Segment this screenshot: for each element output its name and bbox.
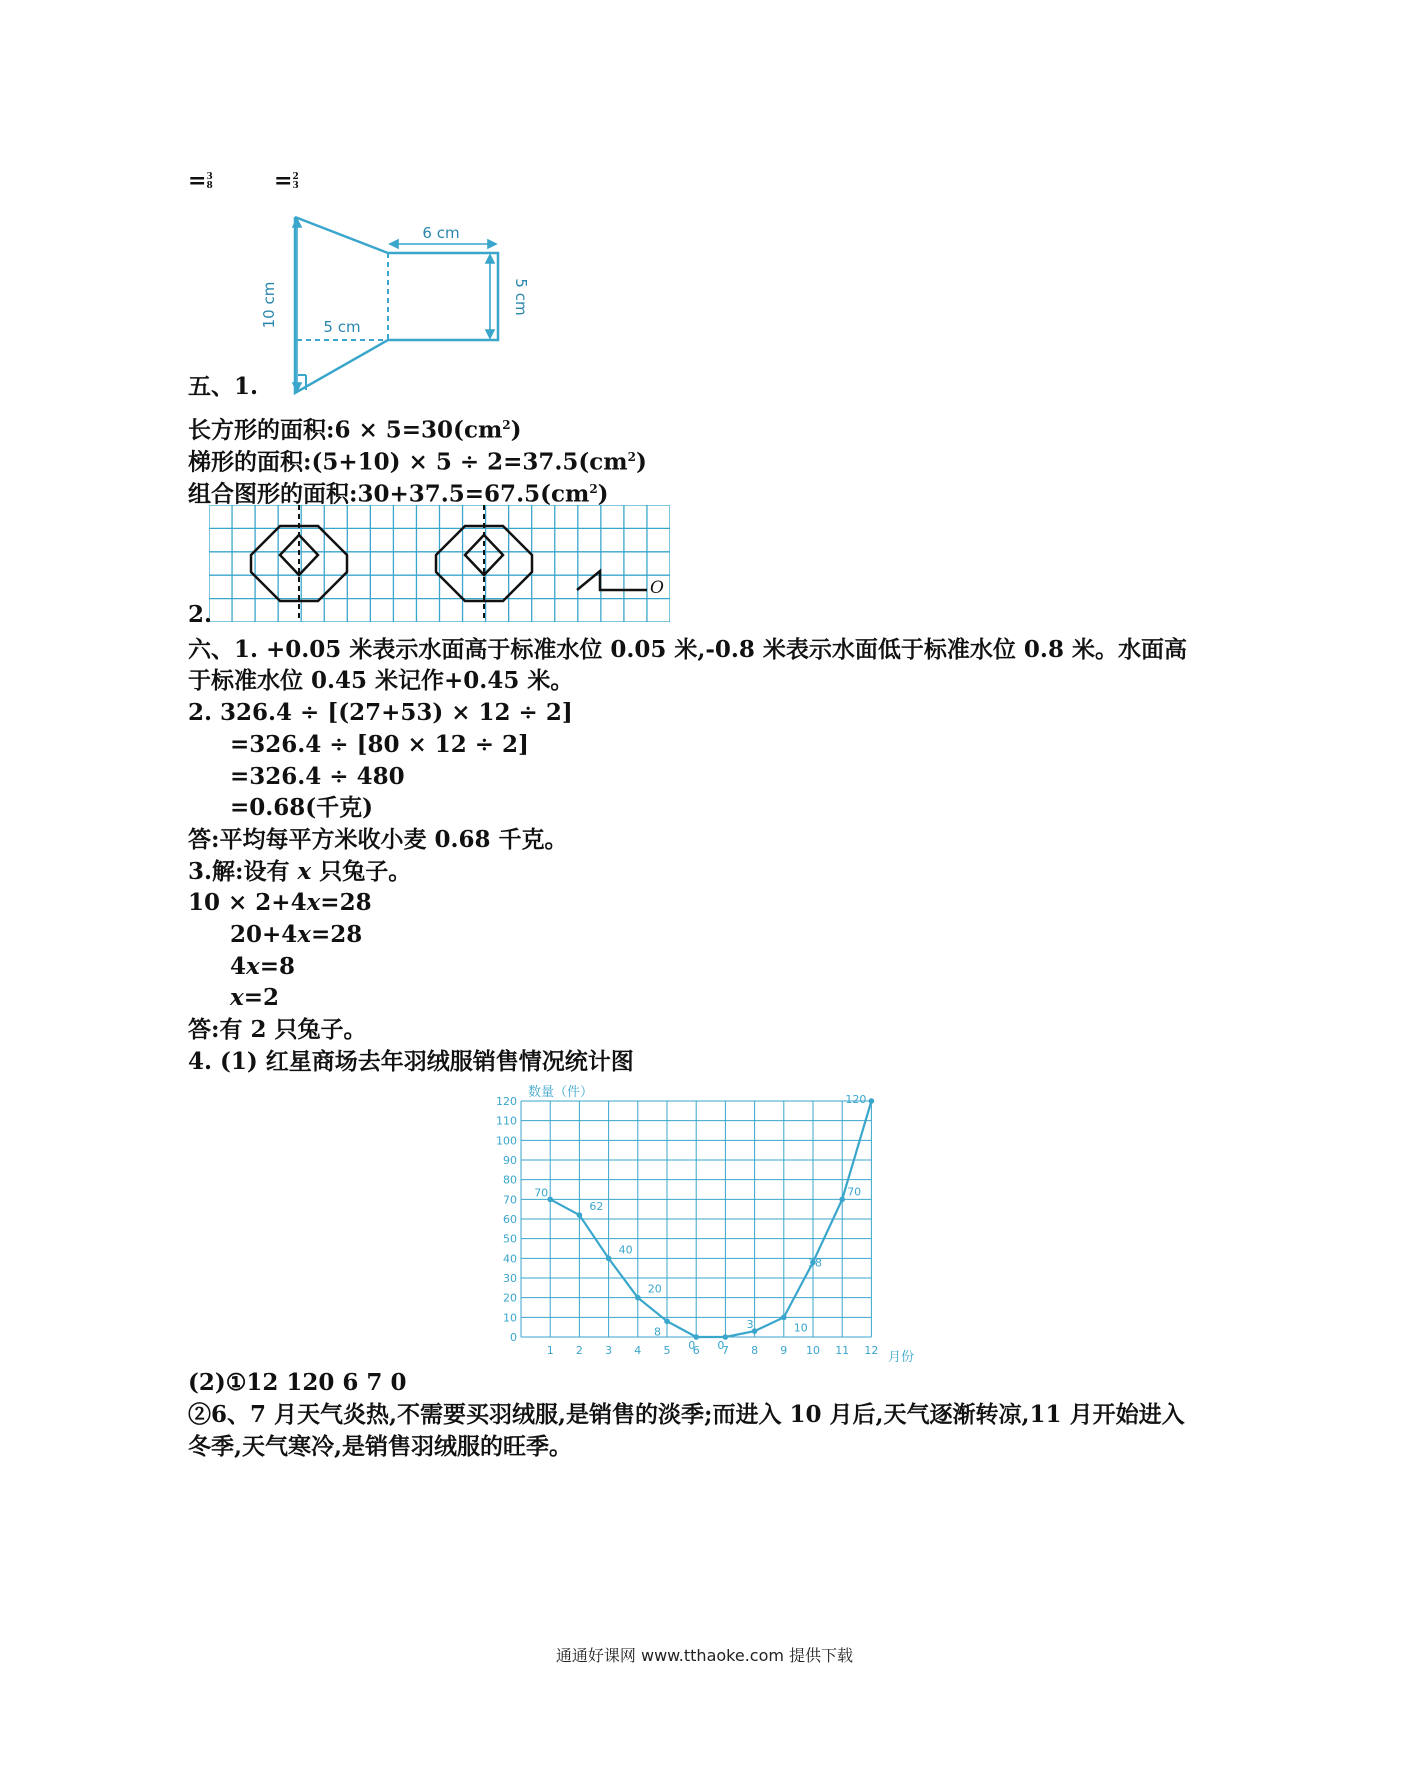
chart-data-point [606,1256,612,1262]
chart-data-label: 20 [647,1282,662,1296]
trapezoid-rectangle-figure [250,200,540,400]
chart-ytick-label: 20 [503,1291,517,1305]
chart-ytick-label: 80 [503,1173,517,1187]
q6-3-eq3: 4x=8 [230,953,296,980]
point-o-label: O [650,578,664,598]
page-footer: 通通好课网 www.tthaoke.com 提供下载 [555,1646,854,1665]
q6-3-eq2: 20+4x=28 [230,921,363,948]
chart-ytick-label: 30 [503,1272,517,1285]
q6-2-line4: =0.68(千克) [230,794,374,821]
q5-1-label: 五、1. [188,373,259,400]
chart-xtick-label: 7 [721,1344,729,1357]
q6-2-line3: =326.4 ÷ 480 [230,763,405,790]
q6-4-part2: (2)①12 120 6 7 0 [188,1369,407,1396]
chart-xlabel: 月份 [888,1350,915,1365]
chart-data-point [635,1295,641,1301]
chart-ytick-label: 120 [496,1095,517,1108]
q6-1-line1: 六、1. +0.05 米表示水面高于标准水位 0.05 米,-0.8 米表示水面低于标准水位 0.8 米。水面高 [188,636,1187,663]
dim-left-label: 10 cm [260,281,278,329]
q6-3-eq1: 10 × 2+4x=28 [188,889,372,916]
chart-data-point [869,1098,875,1104]
q6-2-line1: 2. 326.4 ÷ [(27+53) × 12 ÷ 2] [188,699,573,726]
chart-data-point [839,1197,845,1203]
chart-data-label: 70 [534,1186,549,1200]
chart-ytick-label: 0 [510,1331,517,1344]
chart-xtick-label: 6 [692,1344,700,1357]
chart-ytick-label: 110 [496,1114,517,1128]
q6-3-setup: 3.解:设有 x 只兔子。 [188,858,412,885]
chart-data-label: 40 [618,1243,633,1257]
dim-mid-label: 5 cm [323,318,361,336]
chart-data-label: 3 [746,1318,754,1332]
chart-data-label: 8 [654,1325,661,1339]
q6-3-eq4: x=2 [230,984,279,1011]
chart-ytick-label: 40 [503,1252,517,1266]
rect-area-line: 长方形的面积:6 × $5=30(cm^2)$ [188,416,522,444]
chart-xtick-label: 10 [806,1344,820,1357]
chart-ytick-label: 50 [503,1232,517,1246]
chart-xtick-label: 8 [751,1344,759,1357]
trap-area-line: 梯形的面积:(5+10) × $5 \div 2=37.5(cm^2)$ [188,448,647,476]
chart-ylabel: 数量（件） [528,1085,594,1100]
chart-data-label: 10 [793,1321,808,1335]
chart-data-label: 38 [808,1256,822,1270]
fraction-answer-2: =2 3 [274,168,299,194]
chart-ytick-label: 60 [503,1213,517,1226]
chart-data-label: 120 [845,1093,867,1106]
chart-ytick-label: 90 [503,1154,517,1167]
chart-xtick-label: 1 [546,1344,554,1357]
chart-ytick-label: 100 [496,1134,517,1148]
chart-data-label: 0 [688,1339,696,1352]
q6-4-reason-line2: 冬季,天气寒冷,是销售羽绒服的旺季。 [188,1433,573,1460]
chart-xtick-label: 5 [663,1344,671,1357]
q6-4-reason-line1: ②6、7 月天气炎热,不需要买羽绒服,是销售的淡季;而进入 10 月后,天气逐渐转凉,11 月开始进入 [188,1401,1185,1428]
chart-xtick-label: 2 [575,1344,583,1357]
chart-xtick-label: 11 [835,1344,850,1357]
chart-data-label: 62 [589,1200,604,1214]
chart-xtick-label: 3 [605,1344,613,1357]
dim-top-label: 6 cm [422,224,460,242]
q6-2-line2: =326.4 ÷ [80 × 12 ÷ 2] [230,731,529,758]
q6-3-answer: 答:有 2 只兔子。 [188,1016,367,1043]
sales-line-chart [480,1080,920,1370]
q6-1-line2: 于标准水位 0.45 米记作+0.45 米。 [188,667,574,694]
combo-area-line: 组合图形的面积$:30+37.5=67.5(cm^2)$ [188,480,609,508]
q6-2-answer: 答:平均每平方米收小麦 0.68 千克。 [188,826,568,853]
fraction-answer-1: =3 8 [188,168,213,194]
chart-ytick-label: 10 [503,1311,517,1325]
q5-2-label: 2. [188,601,213,628]
q6-4-title: 4. (1) 红星商场去年羽绒服销售情况统计图 [188,1048,634,1075]
chart-data-point [664,1318,670,1324]
chart-data-label: 70 [847,1185,862,1199]
chart-data-point [577,1212,583,1218]
symmetry-grid-figure [209,505,670,622]
chart-xtick-label: 4 [634,1344,642,1357]
dim-right-label: 5 cm [512,278,530,316]
chart-data-point [547,1197,553,1203]
chart-xtick-label: 9 [780,1344,788,1357]
chart-ytick-label: 70 [503,1193,517,1207]
chart-data-point [781,1315,787,1321]
chart-xtick-label: 12 [864,1344,879,1357]
chart-data-label: 0 [717,1339,725,1352]
